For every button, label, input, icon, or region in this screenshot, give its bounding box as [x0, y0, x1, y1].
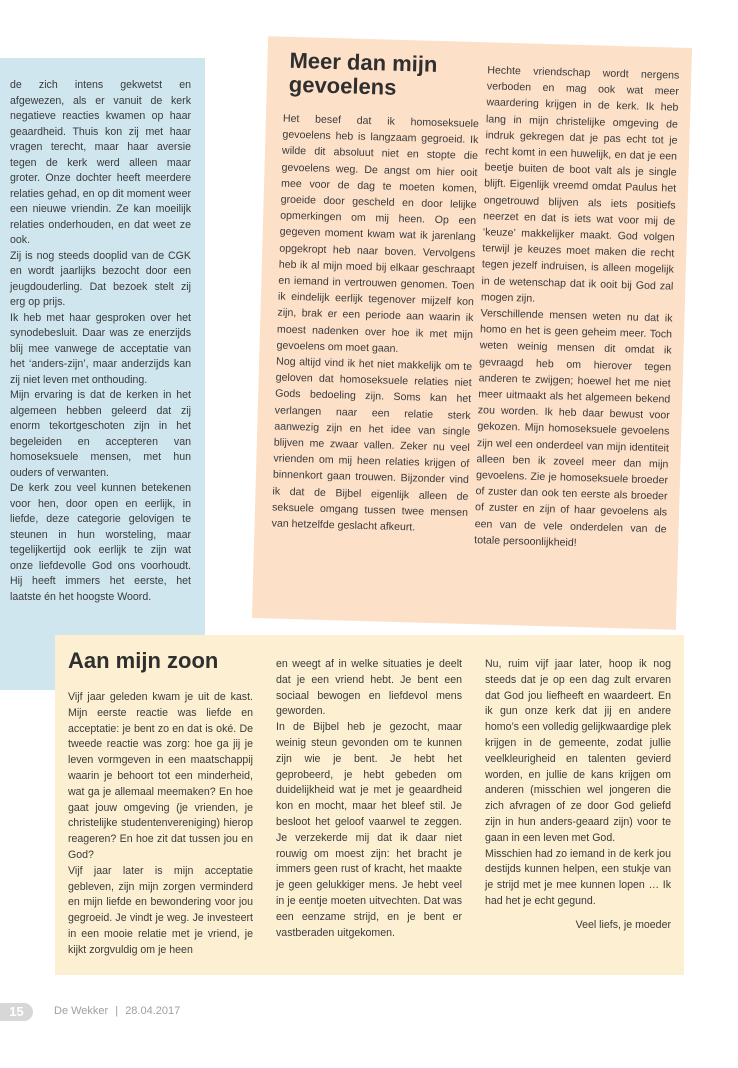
feelings-paragraph: Nog altijd vind ik het niet makkelijk om te geloven dat homoseksuele relaties niet Gods bedoeling zijn. Soms kan het verlangen naar een relatie sterk aanwezig zijn en het idee van single blijven me zwaar vallen. Zeker nu veel vrienden om mij heen relaties krijgen of binnenkort gaan trouwen. Bijzonder vind ik dat de Bijbel eigenlijk alleen de seksuele omgang tussen twee mensen van hetzelfde geslacht afkeurt. — [271, 355, 473, 534]
publication-name: De Wekker — [54, 1005, 109, 1017]
feelings-column-1 — [271, 111, 479, 538]
publication-line — [54, 1005, 180, 1017]
son-paragraph: Misschien had zo iemand in de kerk jou destijds kunnen helpen, een stukje van je strijd met je mee kunnen lopen … Ik had het je echt gegund. — [485, 847, 671, 907]
son-box — [55, 635, 684, 975]
son-title: Aan mijn zoon — [68, 648, 219, 673]
feelings-paragraph: Het besef dat ik homoseksuele gevoelens heb is langzaam gegroeid. Ik wilde dit absoluut niet en stopte die gevoelens weg. De angst om hier ooit mee voor de dag te moeten komen, groeide door gescheld en door lelijke opmerkingen om mij heen. Op een gegeven moment kwam wat ik jarenlang opgekropt heb naar boven. Vervolgens heb ik al mijn moed bij elkaar geschraapt en iemand in vertrouwen genomen. Toen ik eindelijk eerlijk tegenover mijzelf kon zijn, brak er een periode aan waarin ik moest nadenken over hoe ik met mijn gevoelens om moet gaan. — [276, 112, 480, 355]
son-paragraph: Vijf jaar later is mijn acceptatie gebleven, zijn mijn zorgen verminderd en mijn liefde en bewondering voor jou gegroeid. Je vindt je weg. Je investeert in een mooie relatie met je vriend, je kijkt zorgvuldig om je heen — [68, 864, 253, 956]
son-column-3 — [485, 657, 671, 934]
son-paragraph: en weegt af in welke situaties je deelt dat je een vriend hebt. Je bent een sociaal bewogen en liefdevol mens geworden. — [276, 658, 462, 718]
son-paragraph: Vijf jaar geleden kwam je uit de kast. Mijn eerste reactie was liefde en acceptatie: je bent zo en dat is oké. De tweede reactie was zorg: hoe ga jij je leven vormgeven in een maatschappij waarin je behoort tot een minderheid, wat ga je allemaal meemaken? En hoe gaat jouw omgeving (je vrienden, je christelijke studentenvereniging) hierop reageren? En hoe zit dat tussen jou en God? — [68, 691, 253, 861]
sidebar-paragraph: Zij is nog steeds dooplid van de CGK en wordt jaarlijks bezocht door een jeugdouderling. Dat bezoek stelt zij erg op prijs. — [10, 249, 191, 308]
footer-separator: | — [115, 1005, 119, 1017]
feelings-box — [252, 36, 692, 630]
feelings-title: Meer dan mijn gevoelens — [288, 47, 438, 100]
feelings-paragraph: Verschillende mensen weten nu dat ik homo en het is geen geheim meer. Toch weten weinig mensen dit omdat ik gevraagd heb om hierover tegen anderen te zwijgen; hoewel het me niet meer uitmaakt als het algemeen bekend zou worden. Ik heb daar bewust voor gekozen. Mijn homoseksuele gevoelens zijn wel een onderdeel van mijn identiteit alleen ben ik zoveel meer dan mijn gevoelens. Zie je homoseksuele broeder of zuster dan ook ten eerste als broeder of zuster en zijn of haar gevoelens als een van de vele onderdelen van de totale persoonlijkheid! — [474, 307, 673, 549]
page-footer — [0, 1003, 400, 1021]
feelings-paragraph: Hechte vriendschap wordt nergens verboden en mag ook wat meer waardering krijgen in de kerk. Ik heb lang in mijn christelijke omgeving de indruk gekregen dat je pas echt tot je recht komt in een huwelijk, en dat je een beetje buiten de boot valt als je single blijft. Eigenlijk vreemd omdat Paulus het ongetrouwd blijven als iets positiefs neerzet en dat is iets wat voor mij de ‘keuze’ makkelijker maakt. God volgen terwijl je keuzes moet maken die recht tegen jezelf indruisen, is alleen mogelijk in de wetenschap dat ik ooit bij God zal mogen zijn. — [480, 64, 680, 305]
sidebar-paragraph: Mijn ervaring is dat de kerken in het algemeen hebben geleerd dat zij enorm tekortgeschoten zijn in het begeleiden en accepteren van homoseksuele mensen, met hun ouders of verwanten. — [10, 389, 191, 479]
sidebar-text — [10, 78, 191, 605]
sidebar-paragraph: De kerk zou veel kunnen betekenen voor hen, door open en eerlijk, in liefde, deze categorie gelovigen te steunen in hun worsteling, maar tegelijkertijd ook eerlijk te zijn wat onze liefdevolle God ons voorhoudt. Hij heeft immers het eerste, het laatste én het hoogste Woord. — [10, 482, 191, 603]
son-signature: Veel liefs, je moeder — [575, 918, 671, 931]
son-paragraph: In de Bijbel heb je gezocht, maar weinig steun gevonden om te kunnen zijn wie je bent. Je hebt het geprobeerd, je hebt gebeden om duidelijkheid wat je met je geaardheid kon en mocht, maar het bleef stil. Je besloot het geloof vaarwel te zeggen. Je verzekerde mij dat ik daar niet rouwig om moest zijn: het bracht je immers geen rust of kracht, het maakte je geen gelukkiger mens. Je hebt veel in je eentje moeten uitvechten. Dat was een eenzame strijd, en je bent er vastberaden uitgekomen. — [276, 721, 462, 939]
son-paragraph: Nu, ruim vijf jaar later, hoop ik nog steeds dat je op een dag zult ervaren dat God jou liefheeft en waardeert. En ik gun onze kerk dat jij en andere homo’s een volledig gelijkwaardige plek krijgen in de gemeente, zodat jullie veelkleurigheid en talenten gevierd worden, en jullie de kans krijgen om anderen (misschien wel jongeren die zich afvragen of ze door God geliefd zijn in hun anders-geaard zijn) voor te gaan in een leven met God. — [485, 658, 671, 844]
feelings-column-2 — [474, 62, 679, 553]
son-column-1 — [68, 690, 253, 959]
sidebar-paragraph: de zich intens gekwetst en afgewezen, als er vanuit de kerk negatieve reacties kwamen op haar geaardheid. Thuis kon zij met haar vragen terecht, maar haar aversie tegen de kerk werd alleen maar groter. Onze dochter heeft meerdere relaties gehad, en op dit moment weer een nieuwe vriendin. Ze kan moeilijk relaties onderhouden, en dat weet ze ook. — [10, 79, 191, 246]
son-column-2 — [276, 657, 462, 941]
sidebar-paragraph: Ik heb met haar gesproken over het synodebesluit. Daar was ze enerzijds blij mee vanwege de acceptatie van het ‘anders-zijn’, maar anderzijds kan zij niet leven met onthouding. — [10, 311, 191, 386]
page-number: 15 — [0, 1003, 33, 1021]
publication-date: 28.04.2017 — [125, 1005, 181, 1017]
